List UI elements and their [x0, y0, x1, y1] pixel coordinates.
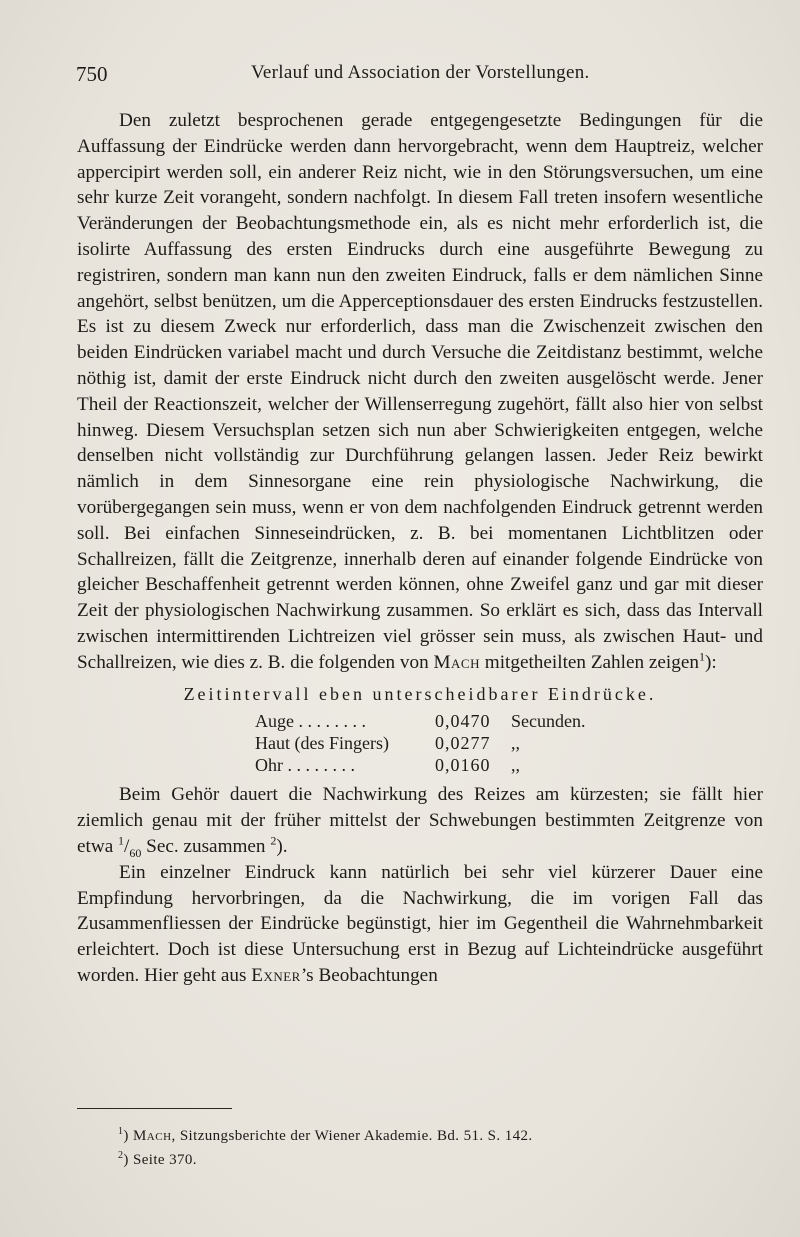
footnote-rule	[77, 1108, 232, 1109]
footnote-2: $^2$) Seite 370.	[118, 1150, 197, 1168]
paragraph-3	[77, 860, 763, 989]
footnote-mark: 1	[118, 1126, 124, 1137]
footnote-1: $^1$) Mach, Sitzungsberichte der Wiener Akademie. Bd. 51. S. 142.	[118, 1126, 533, 1144]
paragraph-3-text: Ein einzelner Eindruck kann natürlich bei sehr viel kürzerer Dauer eine Empfindung hervorbringen, da die Nachwirkung, die im vorigen Fall das Zusammenfliessen der Eindrücke begünstigt, hier im Gegentheil die Wahrnehmbarkeit erleichtert. Doch ist diese Untersuchung erst in Bezug auf Lichteindrücke ausgeführt worden. Hier geht aus	[77, 861, 763, 986]
paragraph-3-end: ’s Beobachtungen	[300, 964, 438, 986]
footnote-ref-1: 1	[698, 649, 705, 664]
page-header	[76, 62, 766, 90]
paragraph-2: Beim Gehör dauert die Nachwirkung des Reizes am kürzesten; sie fällt hier ziemlich genau mit der früher mittelst der Schwebungen bestimmten Zeitgrenze von etwa $^1/_{60}$ Sec. zusammen $^2$).	[77, 784, 763, 860]
footnote-author: Mach	[132, 1128, 172, 1144]
table-title: Zeitintervall eben unterscheidbarer Eindrücke.	[183, 683, 657, 704]
table-cell-unit: Secunden.	[511, 711, 586, 732]
running-title: Verlauf und Association der Vorstellungen.	[251, 62, 590, 83]
interval-table	[255, 710, 585, 776]
footnote-text: , Sitzungsberichte der Wiener Akademie. Bd. 51. S. 142.	[171, 1128, 533, 1144]
table-row	[255, 754, 585, 776]
table-cell-organ: Ohr . . . . . . . .	[255, 755, 355, 776]
author-exner: Exner	[251, 964, 301, 986]
table-cell-organ: Auge . . . . . . . .	[255, 711, 366, 732]
paragraph-1-end: mitgetheilten Zahlen zeigen	[484, 651, 699, 673]
paragraph-2-text: Beim Gehör dauert die Nachwirkung des Reizes am kürzesten; sie fällt hier ziemlich genau mit der früher mittelst der Schwebungen bestimmten Zeitgrenze von etwa	[77, 784, 763, 857]
paragraph-2-end: ).	[276, 835, 288, 857]
table-cell-value: 0,0160	[435, 755, 491, 776]
paragraph-2-mid: Sec. zusammen	[146, 835, 266, 857]
table-row	[255, 710, 585, 732]
paragraph-1-text: Den zuletzt besprochenen gerade entgegengesetzte Bedingungen für die Auffassung der Eindrücke werden dann hervorgebracht, wenn dem Hauptreiz, welcher appercipirt werden soll, ein anderer Reiz nicht, wie in den Störungsversuchen, um eine sehr kurze Zeit vorangeht, sondern nachfolgt. In diesem Fall treten insofern wesentliche Veränderungen der Beobachtungsmethode ein, als es nicht mehr erforderlich ist, die isolirte Auffassung des ersten Eindrucks durch eine ausgeführte Bewegung zu registriren, sondern man kann nun den zweiten Eindruck, falls er dem nämlichen Sinne angehört, selbst benützen, um die Apperceptionsdauer des ersten Eindrucks festzustellen. Es ist zu diesem Zweck nur erforderlich, dass man die Zwischenzeit zwischen den beiden Eindrücken variabel macht und durch Versuche die Zeitdistanz bestimmt, welche nöthig ist, damit der erste Eindruck nicht durch den zweiten ausgelöscht werde. Jener Theil der Reactionszeit, welcher der Willenserregung zugehört, fällt also hier von selbst hinweg. Diesem Versuchsplan setzen sich nun aber Schwierigkeiten entgegen, welche denselben nicht vollständig zur Durchführung gelangen lassen. Jeder Reiz bewirkt nämlich in dem Sinnesorgane eine rein physiologische Nachwirkung, die vorübergegangen sein muss, wenn er von dem nachfolgenden Eindruck getrennt werden soll. Bei einfachen Sinneseindrücken, z. B. bei momentanen Lichtblitzen oder Schallreizen, fällt die Zeitgrenze, innerhalb deren auf einander folgende Eindrücke von gleicher Beschaffenheit getrennt werden können, ohne Zweifel ganz und gar mit dieser Zeit der physiologischen Nachwirkung zusammen. So erklärt es sich, dass das Intervall zwischen intermittirenden Lichtreizen viel grösser sein muss, als zwischen Haut- und Schallreizen, wie dies z. B. die folgenden von	[77, 110, 763, 673]
footnotes	[118, 1124, 758, 1172]
table-cell-unit: ,,	[511, 755, 520, 776]
page-number: 750	[76, 62, 108, 86]
paragraph-1-tail: :	[711, 651, 717, 673]
footnote-mark: 2	[118, 1150, 124, 1161]
fraction-numerator: 1	[118, 833, 125, 848]
table-row	[255, 732, 585, 754]
table-cell-unit: ,,	[511, 733, 520, 754]
table-cell-organ: Haut (des Fingers)	[255, 733, 389, 754]
table-cell-value: 0,0470	[435, 711, 491, 732]
body-text	[77, 108, 763, 989]
author-mach: Mach	[433, 651, 480, 673]
paragraph-1: Den zuletzt besprochenen gerade entgegengesetzte Bedingungen für die Auffassung der Eindrücke werden dann hervorgebracht, wenn dem Hauptreiz, welcher appercipirt werden soll, ein anderer Reiz nicht, wie in den Störungsversuchen, um eine sehr kurze Zeit vorangeht, sondern nachfolgt. In diesem Fall treten insofern wesentliche Veränderungen der Beobachtungsmethode ein, als es nicht mehr erforderlich ist, die isolirte Auffassung des ersten Eindrucks durch eine ausgeführte Bewegung zu registriren, sondern man kann nun den zweiten Eindruck, falls er dem nämlichen Sinne angehört, selbst benützen, um die Apperceptionsdauer des ersten Eindrucks festzustellen. Es ist zu diesem Zweck nur erforderlich, dass man die Zwischenzeit zwischen den beiden Eindrücken variabel macht und durch Versuche die Zeitdistanz bestimmt, welche nöthig ist, damit der erste Eindruck nicht durch den zweiten ausgelöscht werde. Jener Theil der Reactionszeit, welcher der Willenserregung zugehört, fällt also hier von selbst hinweg. Diesem Versuchsplan setzen sich nun aber Schwierigkeiten entgegen, welche denselben nicht vollständig zur Durchführung gelangen lassen. Jeder Reiz bewirkt nämlich in dem Sinnesorgane eine rein physiologische Nachwirkung, die vorübergegangen sein muss, wenn er von dem nachfolgenden Eindruck getrennt werden soll. Bei einfachen Sinneseindrücken, z. B. bei momentanen Lichtblitzen oder Schallreizen, fällt die Zeitgrenze, innerhalb deren auf einander folgende Eindrücke von gleicher Beschaffenheit getrennt werden können, ohne Zweifel ganz und gar mit dieser Zeit der physiologischen Nachwirkung zusammen. So erklärt es sich, dass das Intervall zwischen intermittirenden Lichtreizen viel grösser sein muss, als zwischen Haut- und Schallreizen, wie dies z. B. die folgenden von Mach mitgetheilten Zahlen zeigen$^1$):	[77, 110, 763, 673]
footnote-ref-2: 2	[270, 833, 277, 848]
footnote-text: Seite 370.	[132, 1152, 197, 1168]
table-cell-value: 0,0277	[435, 733, 491, 754]
fraction-denominator: 60	[129, 845, 142, 860]
